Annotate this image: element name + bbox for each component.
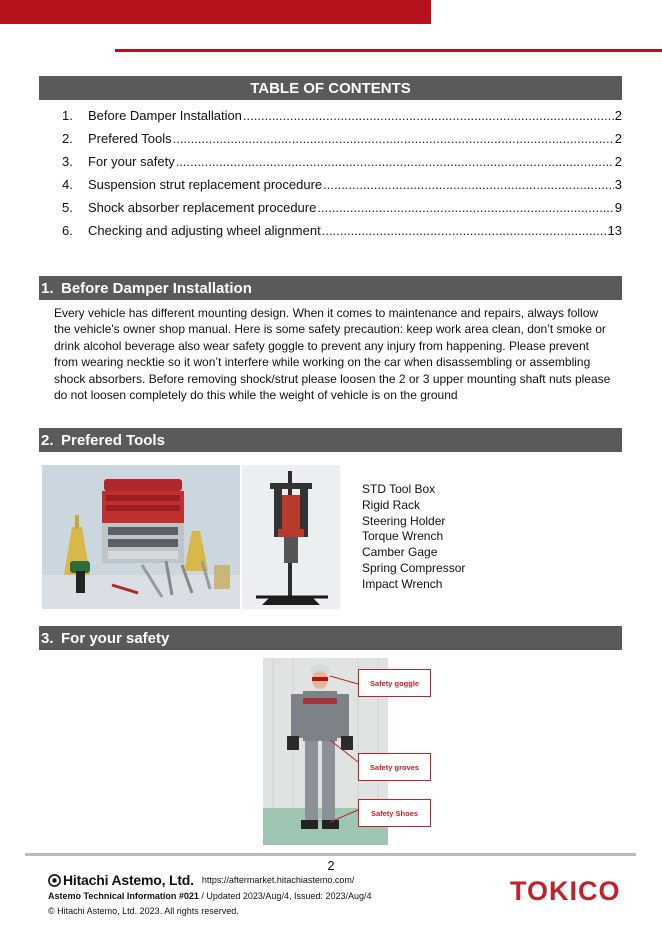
toc-item[interactable]: 1. Before Damper Installation ..... 2 <box>62 108 622 131</box>
toc-item[interactable]: 6. Checking and adjusting wheel alignment ..... 13 <box>62 223 622 246</box>
callout-safety-gloves: Safety groves <box>358 753 431 781</box>
before-damper-text: Every vehicle has different mounting design. When it comes to maintenance and repairs, always follow the vehicle's owner shop manual. Here is some safety precaution: keep work area clean, don’t smoke or drink alcohol beverage also wear safety goggle to prevent any injury from happening. Please prevent from wearing necktie so it won’t interfere while working on the car when disassembling or assembling shock absorbers. Before removing shock/strut please loosen the 2 or 3 upper mounting shaft nuts please do not loosen completely do this while the weight of vehicle is on the ground <box>54 306 611 403</box>
toc-item[interactable]: 4. Suspension strut replacement procedure ..... 3 <box>62 177 622 200</box>
toc-item[interactable]: 2. Prefered Tools ..... 2 <box>62 131 622 154</box>
tokico-logo: TOKICO <box>510 876 621 906</box>
top-red-bar <box>0 0 431 24</box>
footer-divider <box>25 853 636 856</box>
spring-compressor-photo <box>242 465 340 609</box>
list-item: Spring Compressor <box>362 560 466 575</box>
callout-safety-goggle: Safety goggle <box>358 669 431 697</box>
list-item: Impact Wrench <box>362 576 443 591</box>
section-heading-tools: 2. Prefered Tools <box>39 428 622 452</box>
top-red-line <box>115 49 662 52</box>
website-link[interactable]: https://aftermarket.hitachiastemo.com/ <box>201 875 355 885</box>
hitachi-logo-icon <box>48 874 61 887</box>
list-item: Camber Gage <box>362 545 438 560</box>
toc-item[interactable]: 5. Shock absorber replacement procedure ..... 9 <box>62 200 622 223</box>
page-number: 2 <box>327 858 335 873</box>
toc-heading: TABLE OF CONTENTS <box>39 76 622 100</box>
list-item: STD Tool Box <box>362 482 436 496</box>
list-item: Rigid Rack <box>362 497 421 512</box>
tech-info: Astemo Technical Information #021 / Updated 2023/Aug/4, Issued: 2023/Aug/4 <box>48 891 372 901</box>
callout-safety-shoes: Safety Shoes <box>358 799 431 827</box>
list-item: Torque Wrench <box>362 529 444 544</box>
copyright: © Hitachi Astemo, Ltd. 2023. All rights reserved. <box>48 906 239 916</box>
tools-list <box>362 482 465 593</box>
toc-item[interactable]: 3. For your safety ..... 2 <box>62 154 622 177</box>
company-name: Hitachi Astemo, Ltd. <box>63 872 194 888</box>
tool-box-photo <box>42 465 240 609</box>
table-of-contents <box>62 108 622 246</box>
hitachi-brand <box>48 872 354 888</box>
list-item: Steering Holder <box>362 513 446 528</box>
section-heading-before-damper: 1. Before Damper Installation <box>39 276 622 300</box>
section-heading-safety: 3. For your safety <box>39 626 622 650</box>
